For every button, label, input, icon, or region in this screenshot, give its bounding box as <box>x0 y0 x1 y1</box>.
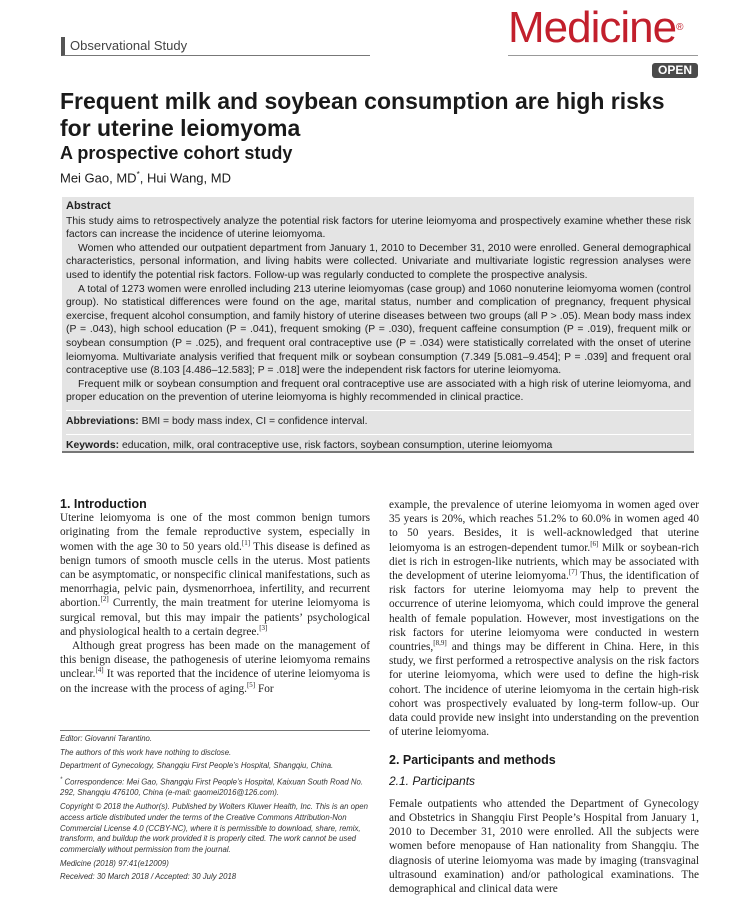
author-list <box>60 170 231 185</box>
abstract-heading: Abstract <box>66 200 111 212</box>
author-separator: , <box>139 170 147 186</box>
citation-link[interactable]: [8,9] <box>433 639 447 648</box>
body-paragraph <box>389 498 699 739</box>
citation-link[interactable]: [4] <box>95 666 104 675</box>
text-run: It was reported that the incidence of uterine leiomyoma is on the increase with the process of aging. <box>60 668 370 695</box>
journal-name: Medicine <box>508 3 677 52</box>
abbreviations-label: Abbreviations: <box>66 415 139 427</box>
disclosure-note: The authors of this work have nothing to disclose. <box>60 747 232 757</box>
subsection-heading-participants: 2.1. Participants <box>389 773 476 788</box>
text-run: Although great progress has been made on the management of this benign disease, the pathogenesis of uterine leiomyoma remains unclear. <box>60 640 370 681</box>
keywords-line <box>66 434 691 453</box>
citation-link[interactable]: [1] <box>241 538 251 547</box>
abstract-paragraph: Women who attended our outpatient department from January 1, 2010 to December 31, 2010 were enrolled. General demographical characteristics, personal information, and living habits were collected. Univariate and multivariate logistic regression analyses were used to identify the potential risk factors. Follow-up was regularly conducted to complete the prospective analysis. <box>66 242 691 281</box>
citation-link[interactable]: [7] <box>568 568 578 577</box>
journal-logo <box>508 4 683 52</box>
text-run: This disease is defined as benign tumors of smooth muscle cells in the uterus. Most patients can be asymptomatic, or nonspecific clinical manifestations, such as menorrhagia, pelvic pain, dysmenorrhoea, infertility, and recurrent abortion. <box>60 540 370 610</box>
body-paragraph <box>60 639 370 696</box>
abbreviations-line <box>66 410 691 429</box>
license-note: Copyright © 2018 the Author(s). Published by Wolters Kluwer Health, Inc. This is an open access article distributed under the terms of the Creative Commons Attribution-Non Commercial License 4.0 (CCBY-NC), where it is permissible to download, share, remix, transform, and buildup the work provided it is properly cited. The work cannot be used commercially without permission from the journal. <box>60 802 368 854</box>
text-run: For <box>255 682 274 695</box>
footnotes <box>60 730 370 886</box>
right-column <box>389 498 699 896</box>
abstract-box <box>62 197 694 453</box>
text-run: Thus, the identification of risk factors for uterine leiomyoma may help to prevent the occurrence of uterine leiomyoma, which could improve the general health of female population. However, most investigations on the risk factors for uterine leiomyoma were conducted in western countries, <box>389 570 699 654</box>
section-heading-methods: 2. Participants and methods <box>389 753 556 768</box>
left-column <box>60 497 370 696</box>
corresponding-mark: * <box>136 170 140 179</box>
correspondence-text: Correspondence: Mei Gao, Shangqiu First People’s Hospital, Kaixuan South Road No. 292, Shangqiu 476100, China (e-mail: gaomei2016@126.com). <box>60 777 363 798</box>
text-run: and things may be different in China. Here, in this study, we first performed a retrospective analysis on the risk factors for uterine leiomyoma, which were used to define the high-risk cohort. The incidence of uterine leiomyoma in the certain high-risk cohort was prospectively evaluated by long-term follow-up. Our data could provide new insight into understanding on the prevention of uterine leiomyoma. <box>389 641 699 739</box>
abbreviations-text: BMI = body mass index, CI = confidence interval. <box>141 415 368 427</box>
registered-mark: ® <box>676 22 684 33</box>
keywords-label: Keywords: <box>66 439 120 451</box>
citation-link[interactable]: [5] <box>246 680 256 689</box>
citation-link[interactable]: [6] <box>590 539 599 548</box>
text-run: Milk or soybean-rich diet is rich in estrogen-like nutrients, which may be associated with the development of uterine leiomyoma. <box>389 541 699 583</box>
editor-note: Editor: Giovanni Tarantino. <box>60 734 153 743</box>
article-subtitle: A prospective cohort study <box>60 143 293 163</box>
abstract-paragraph: This study aims to retrospectively analyze the potential risk factors for uterine leiomyoma and prospectively examine whether these risk factors can increase the incidence of uterine leiomyoma. <box>66 215 691 241</box>
correspondence-mark: * <box>60 777 63 784</box>
section-label: Observational Study <box>61 37 370 56</box>
keywords-text: education, milk, oral contraceptive use, risk factors, soybean consumption, uterine leiomyoma <box>122 439 553 451</box>
body-paragraph: Female outpatients who attended the Department of Gynecology and Obstetrics in Shangqiu First People’s Hospital from January 1, 2010 to December 31, 2010 were enrolled. All the subjects were women before menopause of Han nationality from Shangqiu. The diagnosis of uterine leiomyoma was made by imaging (transvaginal ultrasound examination) and/or pathological examinations. The demographical and clinical data were <box>389 797 699 896</box>
text-run: example, the prevalence of uterine leiomyoma in women aged over 35 years is 20%, which reaches 51.2% to 60.0% in women aged 40 to 50 years. Besides, it is well-acknowledged that uterine leiomyoma is an estrogen-dependent tumor. <box>389 499 699 554</box>
article-title: Frequent milk and soybean consumption are high risks for uterine leiomyoma <box>60 88 665 141</box>
section-heading-introduction: 1. Introduction <box>60 497 147 511</box>
affiliation-note: Department of Gynecology, Shangqiu First People’s Hospital, Shangqiu, China. <box>60 761 334 771</box>
dates-note: Received: 30 March 2018 / Accepted: 30 July 2018 <box>60 872 237 882</box>
text-run: Uterine leiomyoma is one of the most common benign tumors originating from the female reproductive system, especially in women with the age 30 to 50 years old. <box>60 512 370 553</box>
abstract-paragraph: Frequent milk or soybean consumption and frequent oral contraceptive use are associated with a high risk of uterine leiomyoma, and proper education on the prevention of uterine leiomyoma is highly recommended in clinical practice. <box>66 378 691 404</box>
citation-note: Medicine (2018) 97:41(e12009) <box>60 858 169 868</box>
open-access-badge: OPEN <box>652 63 698 78</box>
citation-link[interactable]: [3] <box>259 624 268 633</box>
citation-link[interactable]: [2] <box>100 595 109 604</box>
author-name: Mei Gao, MD <box>60 170 137 186</box>
author-name: Hui Wang, MD <box>146 170 231 186</box>
journal-rule <box>508 55 698 56</box>
body-paragraph <box>60 511 370 639</box>
abstract-paragraph: A total of 1273 women were enrolled including 213 uterine leiomyomas (case group) and 1060 nonuterine leiomyoma women (control group). No statistical differences were found on the age, marital status, number and complication of pregnancy, frequent physical exercise, frequent alcohol consumption, and family history of uterine diseases between two groups (all P > .05). Mean body mass index (P = .043), high school education (P = .041), frequent smoking (P = .030), frequent caffeine consumption (P = .019), frequent milk or soybean consumption (P = .025), and frequent oral contraceptive use (P = .034) were statistically correlated with the onset of uterine leiomyoma. Multivariate analysis verified that frequent milk or soybean consumption (7.349 [5.081–9.454]; P = .039] and frequent oral contraceptive use (8.103 [4.486–12.583]; P = .018] were the independent risk factors for uterine leiomyoma. <box>66 283 691 377</box>
text-run: Currently, the main treatment for uterine leiomyoma is surgical removal, but this may impair the patients’ psychological and physiological health to a certain degree. <box>60 597 370 638</box>
correspondence-note <box>60 775 370 799</box>
